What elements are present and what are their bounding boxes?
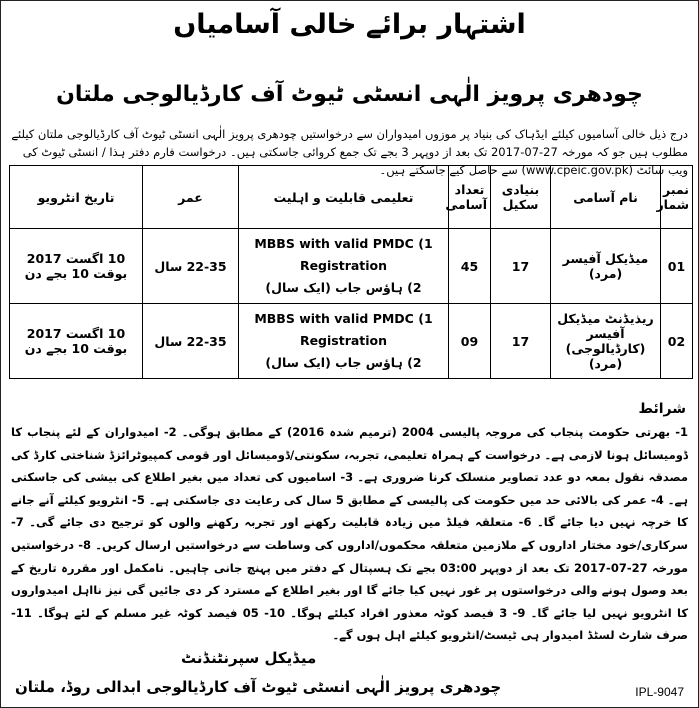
header-serial: نمبر شمار [661,166,693,229]
cell-scale: 17 [491,229,551,304]
cell-scale: 17 [491,304,551,379]
cell-post: میڈیکل آفیسر (مرد) [551,229,661,304]
institution-name: چودھری پرویز الٰہی انسٹی ٹیوٹ آف کارڈیالوجی ملتان [56,82,643,107]
page-title: اشتہار برائے خالی آسامیاں [173,9,526,40]
qualification-house-job: ہاؤس جاب (ایک سال) [265,355,403,370]
qualification-degree: MBBS with valid PMDC Registration [254,236,414,273]
qualification-degree: MBBS with valid PMDC Registration [254,311,414,348]
signatory-title: میڈیکل سپرنٹنڈنٹ [181,649,317,667]
cell-interview: 10 اگست 2017 بوقت 10 بجے دن [10,229,143,304]
qualification-house-job: ہاؤس جاب (ایک سال) [265,280,403,295]
vacancies-table [9,165,693,379]
cell-qualification: 1) MBBS with valid PMDC Registration 2) ہاؤس جاب (ایک سال) [239,304,449,379]
cell-interview: 10 اگست 2017 بوقت 10 بجے دن [10,304,143,379]
table-row [10,229,693,304]
cell-count: 09 [449,304,491,379]
header-age: عمر [143,166,239,229]
intro-paragraph: درج ذیل خالی آسامیوں کیلئے ایڈہاک کی بنیاد پر موزوں امیدواران سے درخواستیں چودھری پرویز الٰہی انسٹی ٹیوٹ آف کارڈیالوجی ملتان کیلئے مطلوب ہیں جو کہ مورخہ 27-07-2017 تک بعد از دوپہر 3 بجے تک جمع کروائی جاسکتی ہیں۔ درخواست فارم دفتر ہذا / انسٹی ٹیوٹ کی ویب سائٹ (www.cpeic.gov.pk) سے حاصل کیے جاسکتے ہیں۔ [11,127,688,177]
header-qualification: تعلیمی قابلیت و اہلیت [239,166,449,229]
cell-age: 22-35 سال [143,229,239,304]
terms-paragraph: 1- بھرتی حکومت پنجاب کی مروجہ پالیسی 2004 (ترمیم شدہ 2016) کے مطابق ہوگی۔ 2- امیدواران کے لئے پنجاب کا ڈومیسائل ہونا لازمی ہے۔ درخواست کے ہمراہ تعلیمی، تجربہ، سکونتی/ڈومیسائل اور قومی کمپیوٹرائزڈ شناختی کارڈ کی مصدقہ نقول بمعہ دو عدد تصاویر منسلک کرنا ضروری ہے۔ 3- اسامیوں کی تعداد میں بغیر اطلاع کی بیشی کی جاسکتی ہے۔ 4- عمر کی بالائی حد میں حکومت کی پالیسی کے مطابق 5 سال کی رعایت دی جاسکتی ہے۔ 5- انٹرویو کیلئے آنے جانے کا خرچہ نہیں دیا جائے گا۔ 6- متعلقہ فیلڈ میں زیادہ قابلیت رکھنے اور تجربہ رکھنے والوں کو ترجیح دی جائے گی۔ 7- سرکاری/خود مختار اداروں کے ملازمین متعلقہ محکموں/اداروں کی وساطت سے درخواستیں ارسال کریں۔ 8- درخواستیں مورخہ 27-07-2017 تک بعد از دوپہر 03:00 بجے تک ہسپتال کے دفتر میں پہنچ جانی چاہیں۔ نامکمل اور مقررہ تاریخ کے بعد وصول ہونے والی درخواستوں پر غور نہیں کیا جائے گا اور بغیر اطلاع کے مسترد کر دی جائیں گی نیز نااہل امیدواروں کا انٹرویو نہیں لیا جائے گا۔ 9- 3 فیصد کوٹہ معذور افراد کیلئے ہوگا۔ 10- 05 فیصد کوٹہ غیر مسلم کے لئے ہوگا۔ 11- صرف شارٹ لسٹڈ امیدوار ہی ٹیسٹ/انٹرویو کیلئے اہل ہوں گے۔ [11,425,689,643]
table-header-row [10,166,693,229]
cell-serial: 02 [661,304,693,379]
cell-age: 22-35 سال [143,304,239,379]
header-interview: تاریخ انٹرویو [10,166,143,229]
terms-heading: شرائط [638,401,686,417]
cell-count: 45 [449,229,491,304]
header-count: تعداد آسامی [449,166,491,229]
cell-serial: 01 [661,229,693,304]
table-row [10,304,693,379]
ad-reference-number: IPL-9047 [635,685,684,699]
cell-post: ریذیڈنٹ میڈیکل آفیسر (کارڈیالوجی) (مرد) [551,304,661,379]
header-post: نام آسامی [551,166,661,229]
cell-qualification: 1) MBBS with valid PMDC Registration 2) ہاؤس جاب (ایک سال) [239,229,449,304]
signatory-organization: چودھری پرویز الٰہی انسٹی ٹیوٹ آف کارڈیالوجی ابدالی روڈ، ملتان [15,678,502,696]
header-scale: بنیادی سکیل [491,166,551,229]
